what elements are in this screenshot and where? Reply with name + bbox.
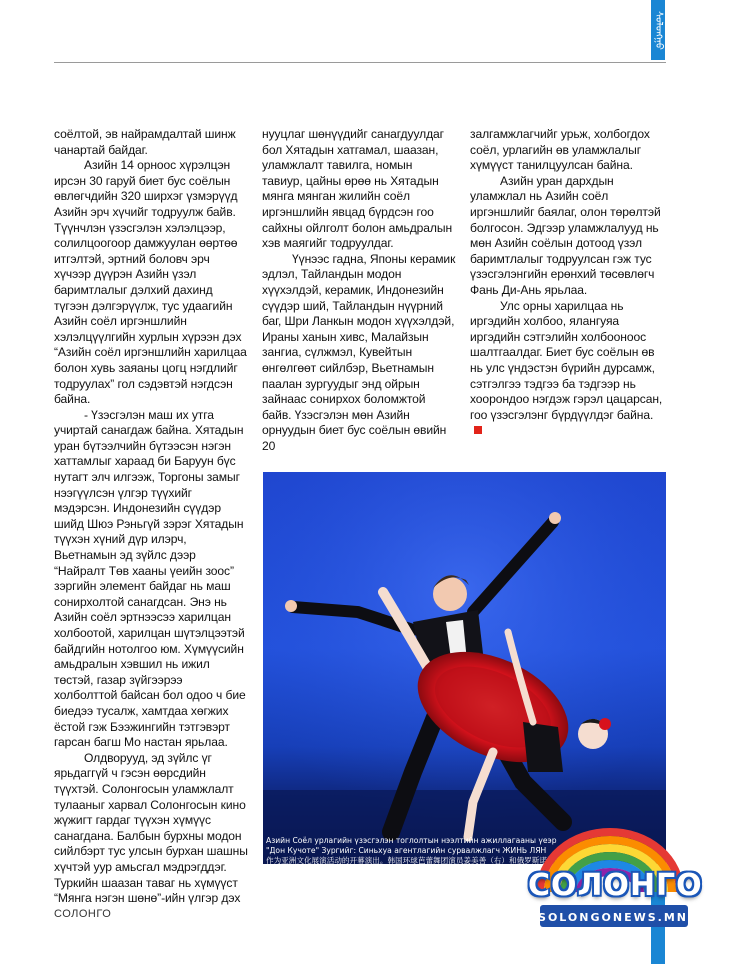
paragraph: соёлтой, эв найрамдалтай шинж чанартай байдаг. [54, 127, 236, 157]
caption-line: Азийн Соёл урлагийн үзэсгэлэн тоглолтын нээлтийн ажиллагааны үеэр [266, 836, 557, 845]
paragraph: нууцлаг шөнүүдийг санагдуулдаг бол Хятадын хатгамал, шаазан, уламжлалт тавилга, номын тавиур, цайны өрөө нь Хятадын мянга мянган жилийн соёл иргэншлийн явцад бүрдсэн гоо сайхны ойлголт болон амьдралын хэв маягийг тодруулдаг. [262, 127, 453, 251]
caption-line: "Дон Кучоте" Зургийг: Синьхуа агентлагийн сурвалжлагч ЖИНЬ ЛЯН [266, 846, 547, 855]
footer-magazine-name: СОЛОНГО [54, 908, 112, 920]
ballet-dancers-illustration [263, 472, 666, 864]
logo-domain: SOLONGONEWS.MN [538, 911, 688, 924]
top-rule [54, 62, 666, 63]
paragraph: Азийн 14 орноос хүрэлцэн ирсэн 30 гаруй биет бус соёлын өвлөгчдийн 320 ширхэг үзмэрүүд Азийн эрч хүчийг тодруулж байв. Түүнчлэн үзэсгэлэн хэлэлцээр, солилцоогоор дамжуулан өөртөө итгэлтэй, эртний боловч эрч хүчээр дүүрэн Азийн үзэл баримтлалыг дэлхий дахинд түгээн дэлгэрүүлж, тус удаагийн Азийн соёл иргэншлийн хэлэлцүүлгийн хурлын хүрээн дэх “Азийн соёл иргэншлийн харилцаа болон хувь заяаны цогц нэгдлийг тодруулах” гол сэдэвтэй нэгдсэн байна. [54, 158, 247, 407]
paragraph: залгамжлагчийг урьж, холбогдох соёл, урлагийн өв уламжлалыг хүмүүст танилцуулсан байна. [470, 127, 650, 173]
paragraph-text: Улс орны харилцаа нь иргэдийн холбоо, ялангуяа иргэдийн сэтгэлийн холбоонoос шалтгаалдаг. Биет бус соёлын өв нь улс үндэстэн бүрийн дурсамж, сэтгэлгээ тэдгээ ба тэдгээр нь хоорондоо нэгдэж гэрэл цацарсан, гоо үзэсгэлэнг бүрдүүлдэг байна. [470, 298, 663, 422]
paragraph: Үүнээс гадна, Японы керамик эдлэл, Тайландын модон хүүхэлдэй, керамик, Индонезийн сүүдэр ший, Тайландын нүүрний баг, Шри Ланкын модон хүүхэлдэй, Ираны ханын хивс, Малайзын зангиа, сүлжмэл, Кувейтын өнгөлгөөт сийлбэр, Вьетнамын паалан зургуудыг энд ойрын зайнаас сонирхох боломжтой байв. Үзэсгэлэн мөн Азийн орнуудын биет бус соёлын өвийн 20 [262, 251, 456, 453]
logo-wordmark: СОЛОНГО [528, 868, 703, 903]
article-column-3 [470, 127, 664, 439]
ballet-photo [263, 472, 666, 864]
caption-line: 芭蕾《堂·吉诃德》婚礼双人舞。新华社记者 金良快 摄 [266, 866, 448, 875]
paragraph: Азийн уран дархдын уламжлал нь Азийн соёл иргэншлийг баялаг, олон төрөлтэй болгосон. Эдгээр уламжлалууд нь мөн Азийн соёлын дотоод үзэл баримтлалыг тодруулсан гэж тус үзэсгэлэнгийн ерөнхий төсөвлөгч Фань Ди-Ань ярьлаа. [470, 173, 661, 297]
caption-line: 作为亚洲文化展演活动的开幕演出。韩国环球芭蕾舞团演员姜美善（右）和俄罗斯诺沃西比尔斯克 [266, 856, 593, 865]
side-tab-mongolian-script: ᠰᠣᠯᠣᠩᠭᠣ [653, 10, 664, 50]
article-column-1 [54, 127, 248, 907]
paragraph: Олдворууд, эд зүйлс үг ярьдаггүй ч гэсэн өөрсдийн түүхтэй. Солонгосын уламжлалт тулааныг харвал Солонгосын кино жүжигт гардаг түүхэн хүмүүс санагдана. Балбын бурхны модон сийлбэрт тус улсын бурхан шашны хүчтэй уур амьсгал мэдрэгддэг. Туркийн шаазан таваг нь хүмүүст “Мянга нэгэн шөнө”-ийн үлгэр дэх [54, 750, 248, 906]
paragraph: - Үзэсгэлэн маш их утга учиртай санагдаж байна. Хятадын уран бүтээлчийн бүтээсэн нэгэн хаттамлыг хараад би Баруун бүс нутагт элч илгээж, Торгоны замыг нээгүүлсэн үлгэр түүхийг мэдэрсэн. Индонезийн сүүдэр шийд Шюэ Рэньгүй зэрэг Хятадын түүхэн хүний дүр илэрч, Вьетнамын эд зүйлс дээр “Найралт Төв хааны үеийн зоос” зэргийн элемент байдаг нь маш сонирхолтой санагдсан. Энэ нь Азийн соёл эртнээсээ харилцан холбоотой, харилцан шүтэлцээтэй байдгийн нотолгоо юм. Хүмүүсийн амьдралын хэвшил нь ижил төстэй, газар зүйгээрээ холболттой байсан бол одоо ч бие биедээ тусалж, хамтдаа хөгжих ёстой гэж Бээжингийн тэтгэвэрт гарсан багш Мо настан ярьлаа. [54, 407, 246, 750]
end-of-article-mark [474, 426, 482, 434]
article-column-2 [262, 127, 456, 454]
paragraph-last [470, 299, 664, 439]
